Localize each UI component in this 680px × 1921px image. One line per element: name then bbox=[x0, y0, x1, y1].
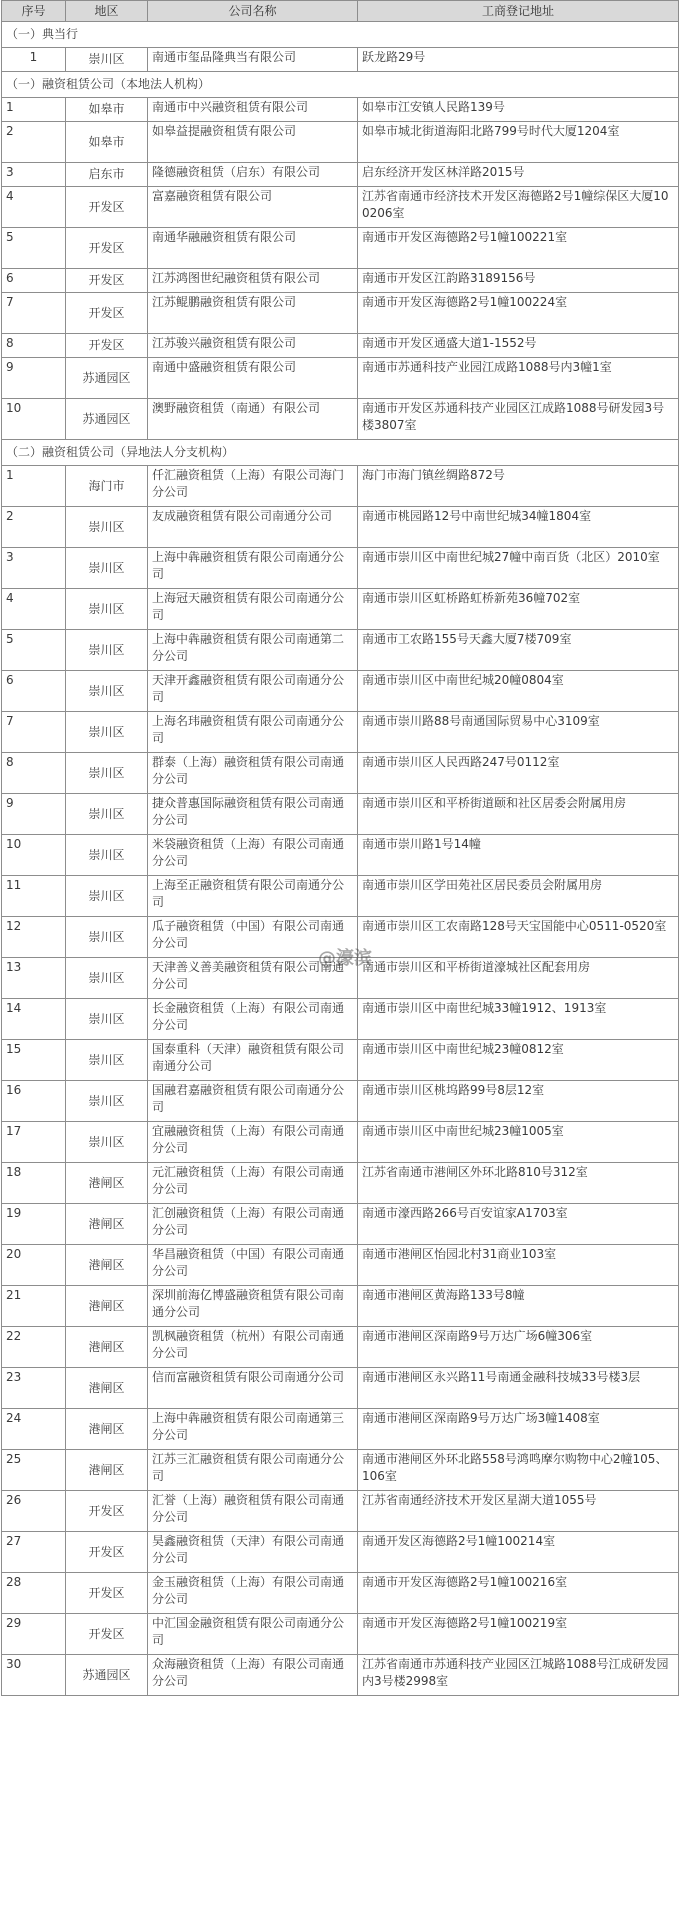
table-row bbox=[2, 358, 679, 399]
cell-area: 崇川区 bbox=[66, 917, 148, 958]
cell-area: 港闸区 bbox=[66, 1450, 148, 1491]
cell-company: 瓜子融资租赁（中国）有限公司南通分公司 bbox=[148, 917, 358, 958]
cell-area: 开发区 bbox=[66, 1532, 148, 1573]
cell-address: 江苏省南通经济技术开发区星湖大道1055号 bbox=[358, 1491, 679, 1532]
cell-area: 如皋市 bbox=[66, 122, 148, 163]
header-no: 序号 bbox=[2, 1, 66, 22]
section-header-row bbox=[2, 72, 679, 98]
cell-no: 25 bbox=[2, 1450, 66, 1491]
cell-address: 江苏省南通市苏通科技产业园区江城路1088号江成研发园内3号楼2998室 bbox=[358, 1655, 679, 1696]
cell-address: 江苏省南通市经济技术开发区海德路2号1幢综保区大厦100206室 bbox=[358, 187, 679, 228]
cell-area: 崇川区 bbox=[66, 712, 148, 753]
cell-address: 南通市崇川区中南世纪城23幢1005室 bbox=[358, 1122, 679, 1163]
table-row bbox=[2, 1081, 679, 1122]
cell-address: 南通市开发区海德路2号1幢100224室 bbox=[358, 293, 679, 334]
cell-no: 4 bbox=[2, 589, 66, 630]
cell-company: 国融君嘉融资租赁有限公司南通分公司 bbox=[148, 1081, 358, 1122]
cell-address: 南通市港闸区黄海路133号8幢 bbox=[358, 1286, 679, 1327]
table-row bbox=[2, 187, 679, 228]
cell-address: 南通市崇川区中南世纪城20幢0804室 bbox=[358, 671, 679, 712]
table-row bbox=[2, 1532, 679, 1573]
cell-area: 如皋市 bbox=[66, 98, 148, 122]
cell-address: 启东经济开发区林洋路2015号 bbox=[358, 163, 679, 187]
cell-address: 南通市工农路155号天鑫大厦7楼709室 bbox=[358, 630, 679, 671]
table-row bbox=[2, 507, 679, 548]
cell-address: 南通市港闸区永兴路11号南通金融科技城33号楼3层 bbox=[358, 1368, 679, 1409]
cell-company: 南通华融融资租赁有限公司 bbox=[148, 228, 358, 269]
cell-area: 开发区 bbox=[66, 187, 148, 228]
cell-company: 元汇融资租赁（上海）有限公司南通分公司 bbox=[148, 1163, 358, 1204]
table-row bbox=[2, 671, 679, 712]
cell-address: 南通市桃园路12号中南世纪城34幢1804室 bbox=[358, 507, 679, 548]
cell-company: 上海中犇融资租赁有限公司南通第三分公司 bbox=[148, 1409, 358, 1450]
table-row bbox=[2, 548, 679, 589]
table-row bbox=[2, 399, 679, 440]
cell-company: 信而富融资租赁有限公司南通分公司 bbox=[148, 1368, 358, 1409]
table-row bbox=[2, 917, 679, 958]
table-row bbox=[2, 466, 679, 507]
cell-address: 如皋市城北街道海阳北路799号时代大厦1204室 bbox=[358, 122, 679, 163]
cell-no: 28 bbox=[2, 1573, 66, 1614]
cell-company: 上海中犇融资租赁有限公司南通第二分公司 bbox=[148, 630, 358, 671]
cell-no: 22 bbox=[2, 1327, 66, 1368]
cell-company: 江苏三汇融资租赁有限公司南通分公司 bbox=[148, 1450, 358, 1491]
cell-address: 南通市港闸区深南路9号万达广场6幢306室 bbox=[358, 1327, 679, 1368]
cell-company: 金玉融资租赁（上海）有限公司南通分公司 bbox=[148, 1573, 358, 1614]
cell-address: 南通市苏通科技产业园江成路1088号内3幢1室 bbox=[358, 358, 679, 399]
cell-company: 南通市玺品隆典当有限公司 bbox=[148, 48, 358, 72]
cell-area: 海门市 bbox=[66, 466, 148, 507]
cell-address: 南通开发区海德路2号1幢100214室 bbox=[358, 1532, 679, 1573]
cell-no: 5 bbox=[2, 630, 66, 671]
cell-no: 3 bbox=[2, 163, 66, 187]
cell-company: 众海融资租赁（上海）有限公司南通分公司 bbox=[148, 1655, 358, 1696]
cell-company: 汇创融资租赁（上海）有限公司南通分公司 bbox=[148, 1204, 358, 1245]
cell-area: 崇川区 bbox=[66, 1122, 148, 1163]
cell-company: 江苏鸿图世纪融资租赁有限公司 bbox=[148, 269, 358, 293]
section-title: （一）典当行 bbox=[2, 22, 679, 48]
cell-no: 7 bbox=[2, 712, 66, 753]
cell-address: 南通市崇川区虹桥路虹桥新苑36幢702室 bbox=[358, 589, 679, 630]
cell-company: 昊鑫融资租赁（天津）有限公司南通分公司 bbox=[148, 1532, 358, 1573]
table-row bbox=[2, 334, 679, 358]
cell-company: 捷众普惠国际融资租赁有限公司南通分公司 bbox=[148, 794, 358, 835]
cell-company: 上海至正融资租赁有限公司南通分公司 bbox=[148, 876, 358, 917]
cell-address: 南通市崇川区中南世纪城33幢1912、1913室 bbox=[358, 999, 679, 1040]
cell-no: 23 bbox=[2, 1368, 66, 1409]
cell-no: 21 bbox=[2, 1286, 66, 1327]
table-row bbox=[2, 163, 679, 187]
cell-address: 南通市港闸区外环北路558号鸿鸣摩尔购物中心2幢105、106室 bbox=[358, 1450, 679, 1491]
cell-address: 南通市崇川区桃坞路99号8层12室 bbox=[358, 1081, 679, 1122]
cell-company: 澳野融资租赁（南通）有限公司 bbox=[148, 399, 358, 440]
cell-area: 崇川区 bbox=[66, 589, 148, 630]
cell-address: 海门市海门镇丝绸路872号 bbox=[358, 466, 679, 507]
table-row bbox=[2, 1573, 679, 1614]
cell-company: 宜融融资租赁（上海）有限公司南通分公司 bbox=[148, 1122, 358, 1163]
cell-area: 港闸区 bbox=[66, 1409, 148, 1450]
table-row bbox=[2, 98, 679, 122]
header-company: 公司名称 bbox=[148, 1, 358, 22]
cell-address: 南通市开发区海德路2号1幢100219室 bbox=[358, 1614, 679, 1655]
cell-area: 崇川区 bbox=[66, 548, 148, 589]
header-address: 工商登记地址 bbox=[358, 1, 679, 22]
table-row bbox=[2, 876, 679, 917]
table-row bbox=[2, 1409, 679, 1450]
cell-address: 南通市濠西路266号百安谊家A1703室 bbox=[358, 1204, 679, 1245]
cell-area: 启东市 bbox=[66, 163, 148, 187]
cell-address: 南通市崇川路88号南通国际贸易中心3109室 bbox=[358, 712, 679, 753]
cell-company: 南通中盛融资租赁有限公司 bbox=[148, 358, 358, 399]
cell-area: 崇川区 bbox=[66, 876, 148, 917]
cell-address: 南通市港闸区深南路9号万达广场3幢1408室 bbox=[358, 1409, 679, 1450]
cell-no: 8 bbox=[2, 334, 66, 358]
cell-area: 崇川区 bbox=[66, 794, 148, 835]
cell-address: 南通市港闸区怡园北村31商业103室 bbox=[358, 1245, 679, 1286]
cell-company: 华昌融资租赁（中国）有限公司南通分公司 bbox=[148, 1245, 358, 1286]
cell-area: 苏通园区 bbox=[66, 1655, 148, 1696]
cell-no: 18 bbox=[2, 1163, 66, 1204]
table-row bbox=[2, 794, 679, 835]
cell-no: 3 bbox=[2, 548, 66, 589]
cell-area: 崇川区 bbox=[66, 958, 148, 999]
table-row bbox=[2, 1491, 679, 1532]
cell-address: 跃龙路29号 bbox=[358, 48, 679, 72]
cell-no: 6 bbox=[2, 269, 66, 293]
table-row bbox=[2, 1450, 679, 1491]
cell-area: 开发区 bbox=[66, 334, 148, 358]
table-row bbox=[2, 835, 679, 876]
section-title: （一）融资租赁公司（本地法人机构） bbox=[2, 72, 679, 98]
cell-no: 10 bbox=[2, 399, 66, 440]
cell-no: 4 bbox=[2, 187, 66, 228]
cell-area: 开发区 bbox=[66, 1491, 148, 1532]
cell-area: 苏通园区 bbox=[66, 358, 148, 399]
cell-area: 开发区 bbox=[66, 1573, 148, 1614]
cell-company: 如皋益提融资租赁有限公司 bbox=[148, 122, 358, 163]
section-header-row bbox=[2, 440, 679, 466]
table-header-row bbox=[2, 1, 679, 22]
cell-no: 2 bbox=[2, 122, 66, 163]
table-row bbox=[2, 1204, 679, 1245]
cell-area: 崇川区 bbox=[66, 835, 148, 876]
cell-company: 富嘉融资租赁有限公司 bbox=[148, 187, 358, 228]
header-area: 地区 bbox=[66, 1, 148, 22]
cell-no: 1 bbox=[2, 98, 66, 122]
cell-no: 19 bbox=[2, 1204, 66, 1245]
table-row bbox=[2, 999, 679, 1040]
cell-address: 南通市开发区通盛大道1-1552号 bbox=[358, 334, 679, 358]
cell-no: 16 bbox=[2, 1081, 66, 1122]
table-row bbox=[2, 1286, 679, 1327]
table-row bbox=[2, 753, 679, 794]
cell-company: 江苏鲲鹏融资租赁有限公司 bbox=[148, 293, 358, 334]
watermark: @濠滨 bbox=[318, 948, 372, 969]
cell-area: 港闸区 bbox=[66, 1286, 148, 1327]
cell-no: 14 bbox=[2, 999, 66, 1040]
cell-no: 26 bbox=[2, 1491, 66, 1532]
cell-area: 崇川区 bbox=[66, 630, 148, 671]
cell-no: 13 bbox=[2, 958, 66, 999]
cell-no: 17 bbox=[2, 1122, 66, 1163]
cell-no: 1 bbox=[2, 466, 66, 507]
table-row bbox=[2, 589, 679, 630]
cell-no: 9 bbox=[2, 794, 66, 835]
cell-area: 崇川区 bbox=[66, 1081, 148, 1122]
cell-company: 中汇国金融资租赁有限公司南通分公司 bbox=[148, 1614, 358, 1655]
cell-no: 30 bbox=[2, 1655, 66, 1696]
cell-area: 崇川区 bbox=[66, 507, 148, 548]
cell-address: 江苏省南通市港闸区外环北路810号312室 bbox=[358, 1163, 679, 1204]
cell-area: 崇川区 bbox=[66, 671, 148, 712]
table-row bbox=[2, 228, 679, 269]
cell-address: 南通市开发区江韵路3189156号 bbox=[358, 269, 679, 293]
cell-address: 南通市崇川路1号14幢 bbox=[358, 835, 679, 876]
cell-area: 开发区 bbox=[66, 1614, 148, 1655]
table-row bbox=[2, 48, 679, 72]
cell-area: 港闸区 bbox=[66, 1245, 148, 1286]
table-row bbox=[2, 122, 679, 163]
cell-company: 长金融资租赁（上海）有限公司南通分公司 bbox=[148, 999, 358, 1040]
table-row bbox=[2, 293, 679, 334]
cell-company: 天津开鑫融资租赁有限公司南通分公司 bbox=[148, 671, 358, 712]
cell-no: 5 bbox=[2, 228, 66, 269]
table-row bbox=[2, 1163, 679, 1204]
cell-no: 7 bbox=[2, 293, 66, 334]
cell-company: 仟汇融资租赁（上海）有限公司海门分公司 bbox=[148, 466, 358, 507]
cell-company: 群泰（上海）融资租赁有限公司南通分公司 bbox=[148, 753, 358, 794]
table-row bbox=[2, 958, 679, 999]
cell-address: 南通市崇川区中南世纪城23幢0812室 bbox=[358, 1040, 679, 1081]
cell-company: 江苏骏兴融资租赁有限公司 bbox=[148, 334, 358, 358]
table-row bbox=[2, 1122, 679, 1163]
cell-area: 港闸区 bbox=[66, 1327, 148, 1368]
cell-no: 6 bbox=[2, 671, 66, 712]
cell-area: 崇川区 bbox=[66, 1040, 148, 1081]
table-row bbox=[2, 1614, 679, 1655]
table-body bbox=[2, 22, 679, 1696]
table-row bbox=[2, 630, 679, 671]
cell-company: 国泰重科（天津）融资租赁有限公司南通分公司 bbox=[148, 1040, 358, 1081]
table-row bbox=[2, 1368, 679, 1409]
cell-address: 南通市开发区苏通科技产业园区江成路1088号研发园3号楼3807室 bbox=[358, 399, 679, 440]
table-row bbox=[2, 1655, 679, 1696]
cell-address: 如皋市江安镇人民路139号 bbox=[358, 98, 679, 122]
cell-company: 南通市中兴融资租赁有限公司 bbox=[148, 98, 358, 122]
cell-area: 苏通园区 bbox=[66, 399, 148, 440]
cell-company: 隆德融资租赁（启东）有限公司 bbox=[148, 163, 358, 187]
cell-no: 12 bbox=[2, 917, 66, 958]
cell-address: 南通市开发区海德路2号1幢100216室 bbox=[358, 1573, 679, 1614]
cell-no: 2 bbox=[2, 507, 66, 548]
cell-address: 南通市崇川区中南世纪城27幢中南百货（北区）2010室 bbox=[358, 548, 679, 589]
cell-address: 南通市崇川区和平桥街道颐和社区居委会附属用房 bbox=[358, 794, 679, 835]
cell-no: 8 bbox=[2, 753, 66, 794]
cell-company: 上海冠天融资租赁有限公司南通分公司 bbox=[148, 589, 358, 630]
cell-no: 15 bbox=[2, 1040, 66, 1081]
cell-company: 上海名玮融资租赁有限公司南通分公司 bbox=[148, 712, 358, 753]
cell-company: 米袋融资租赁（上海）有限公司南通分公司 bbox=[148, 835, 358, 876]
cell-address: 南通市崇川区人民西路247号0112室 bbox=[358, 753, 679, 794]
cell-no: 11 bbox=[2, 876, 66, 917]
cell-area: 港闸区 bbox=[66, 1368, 148, 1409]
cell-no: 24 bbox=[2, 1409, 66, 1450]
cell-address: 南通市崇川区学田苑社区居民委员会附属用房 bbox=[358, 876, 679, 917]
section-header-row bbox=[2, 22, 679, 48]
cell-address: 南通市崇川区和平桥街道濠城社区配套用房 bbox=[358, 958, 679, 999]
cell-no: 29 bbox=[2, 1614, 66, 1655]
cell-no: 9 bbox=[2, 358, 66, 399]
cell-company: 天津善义善美融资租赁有限公司南通分公司 bbox=[148, 958, 358, 999]
table-row bbox=[2, 1245, 679, 1286]
cell-company: 凯枫融资租赁（杭州）有限公司南通分公司 bbox=[148, 1327, 358, 1368]
table-row bbox=[2, 712, 679, 753]
cell-no: 1 bbox=[2, 48, 66, 72]
company-registry-table bbox=[1, 0, 679, 1696]
cell-company: 汇誉（上海）融资租赁有限公司南通分公司 bbox=[148, 1491, 358, 1532]
table-row bbox=[2, 1040, 679, 1081]
cell-address: 南通市崇川区工农南路128号天宝国能中心0511-0520室 bbox=[358, 917, 679, 958]
section-title: （二）融资租赁公司（异地法人分支机构） bbox=[2, 440, 679, 466]
cell-area: 开发区 bbox=[66, 269, 148, 293]
cell-company: 友成融资租赁有限公司南通分公司 bbox=[148, 507, 358, 548]
cell-company: 上海中犇融资租赁有限公司南通分公司 bbox=[148, 548, 358, 589]
cell-no: 27 bbox=[2, 1532, 66, 1573]
cell-address: 南通市开发区海德路2号1幢100221室 bbox=[358, 228, 679, 269]
table-row bbox=[2, 1327, 679, 1368]
cell-no: 20 bbox=[2, 1245, 66, 1286]
cell-area: 开发区 bbox=[66, 228, 148, 269]
table-row bbox=[2, 269, 679, 293]
cell-area: 港闸区 bbox=[66, 1204, 148, 1245]
cell-area: 崇川区 bbox=[66, 999, 148, 1040]
cell-no: 10 bbox=[2, 835, 66, 876]
cell-area: 开发区 bbox=[66, 293, 148, 334]
cell-company: 深圳前海亿博盛融资租赁有限公司南通分公司 bbox=[148, 1286, 358, 1327]
cell-area: 崇川区 bbox=[66, 753, 148, 794]
cell-area: 崇川区 bbox=[66, 48, 148, 72]
cell-area: 港闸区 bbox=[66, 1163, 148, 1204]
